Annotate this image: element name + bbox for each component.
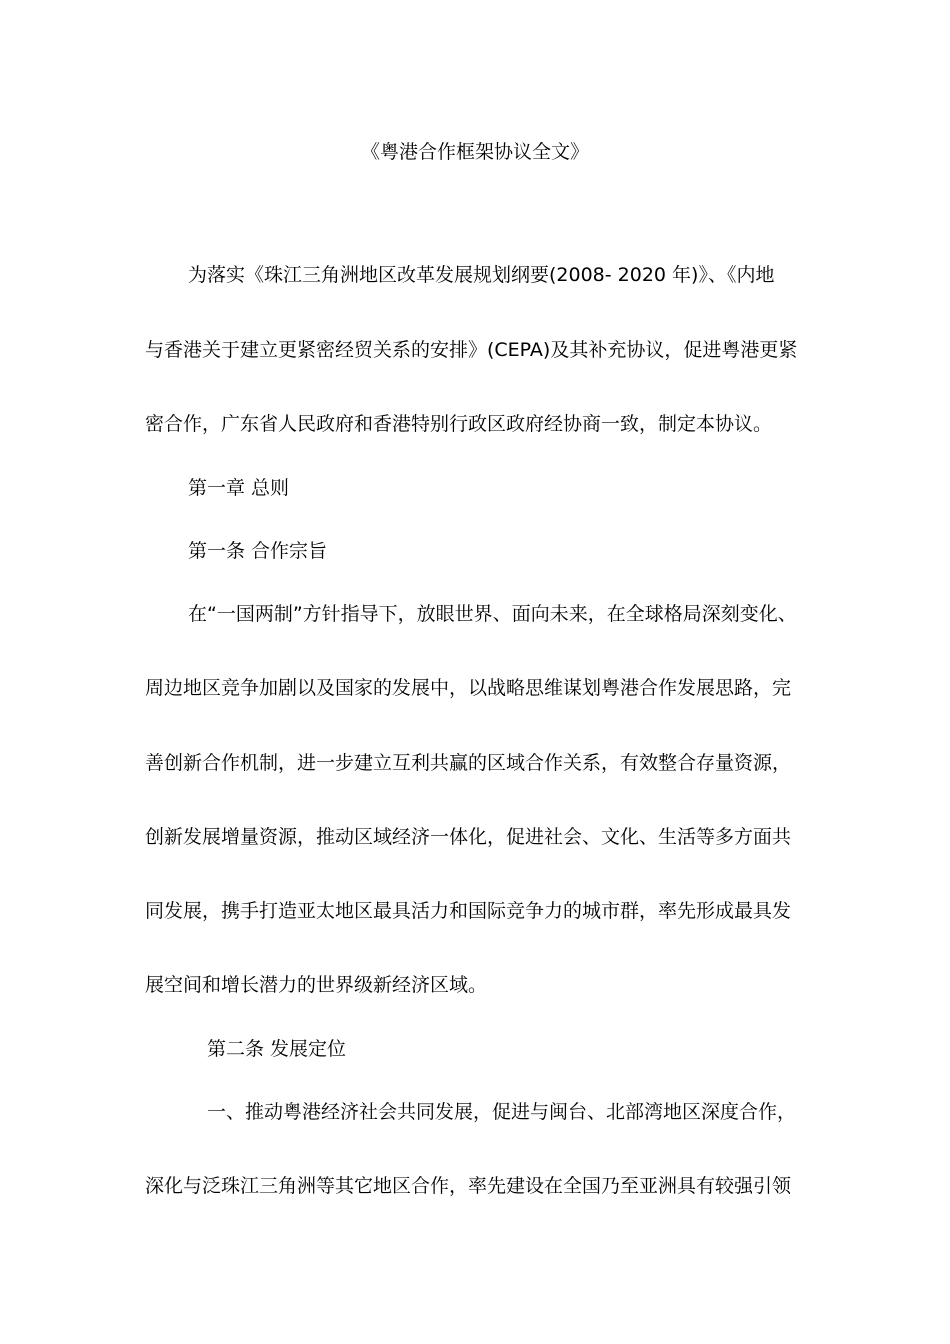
paragraph-line: 周边地区竞争加剧以及国家的发展中，以战略思维谋划粤港合作发展思路，完: [145, 677, 792, 699]
paragraph-line: 在“一国两制”方针指导下，放眼世界、面向未来，在全球格局深刻变化、: [188, 603, 797, 625]
article-heading: 第一条 合作宗旨: [188, 540, 328, 562]
paragraph-line: 深化与泛珠江三角洲等其它地区合作，率先建设在全国乃至亚洲具有较强引领: [145, 1175, 792, 1197]
paragraph-line: 密合作，广东省人民政府和香港特别行政区政府经协商一致，制定本协议。: [145, 413, 773, 435]
paragraph-line: 展空间和增长潜力的世界级新经济区域。: [145, 974, 488, 996]
paragraph-line: 善创新合作机制，进一步建立互利共赢的区域合作关系，有效整合存量资源，: [145, 752, 792, 774]
paragraph-line: 为落实《珠江三角洲地区改革发展规划纲要(2008- 2020 年)》、《内地: [188, 264, 775, 286]
chapter-heading: 第一章 总则: [188, 477, 290, 499]
paragraph-line: 与香港关于建立更紧密经贸关系的安排》(CEPA)及其补充协议，促进粤港更紧: [145, 339, 798, 361]
article-heading: 第二条 发展定位: [207, 1038, 347, 1060]
paragraph-line: 创新发展增量资源，推动区域经济一体化，促进社会、文化、生活等多方面共: [145, 826, 792, 848]
paragraph-line: 同发展，携手打造亚太地区最具活力和国际竞争力的城市群，率先形成最具发: [145, 900, 792, 922]
document-title: 《粤港合作框架协议全文》: [360, 141, 589, 163]
paragraph-line: 一、推动粤港经济社会共同发展，促进与闽台、北部湾地区深度合作，: [207, 1101, 797, 1123]
